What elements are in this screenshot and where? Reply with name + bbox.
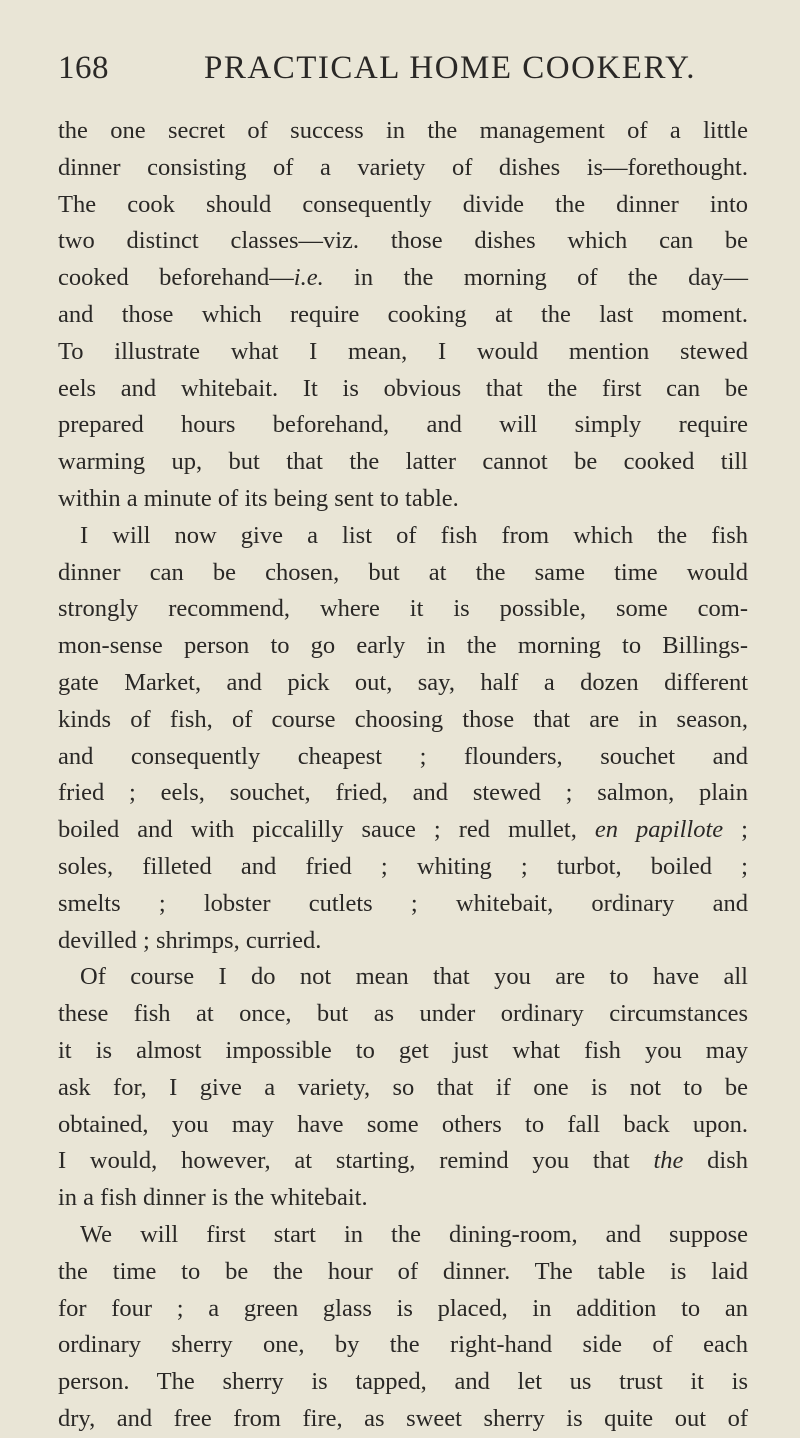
text-line: two distinct classes—viz. those dishes which can be [58,227,748,255]
text-line: cooked beforehand—i.e. in the morning of the day— [58,264,748,292]
page-number: 168 [58,50,109,86]
text-line: the time to be the hour of dinner. The table is laid [58,1257,748,1285]
text-line: and those which require cooking at the last moment. [58,300,748,328]
text-line: gate Market, and pick out, say, half a dozen different [58,668,748,696]
text-line: dry, and free from fire, as sweet sherry is quite out of [58,1404,748,1432]
text-line: in a fish dinner is the whitebait. [58,1184,368,1212]
body-text [58,113,748,1438]
text-line: for four ; a green glass is placed, in addition to an [58,1294,748,1322]
running-head [58,50,748,94]
text-line: and consequently cheapest ; flounders, souchet and [58,742,748,770]
text-line: We will first start in the dining-room, and suppose [80,1220,748,1248]
text-line: it is almost impossible to get just what fish you may [58,1036,748,1064]
text-line: ask for, I give a variety, so that if one is not to be [58,1073,748,1101]
text-line: smelts ; lobster cutlets ; whitebait, ordinary and [58,889,748,917]
text-line: ordinary sherry one, by the right-hand side of each [58,1331,748,1359]
text-line: warming up, but that the latter cannot be cooked till [58,448,748,476]
text-line: Of course I do not mean that you are to have all [80,963,748,991]
text-line: devilled ; shrimps, curried. [58,926,322,954]
text-line: eels and whitebait. It is obvious that the first can be [58,374,748,402]
text-line: soles, filleted and fried ; whiting ; turbot, boiled ; [58,852,748,880]
text-line: dinner can be chosen, but at the same time would [58,558,748,586]
text-line: kinds of fish, of course choosing those that are in season, [58,705,748,733]
text-line: The cook should consequently divide the dinner into [58,190,748,218]
text-line: dinner consisting of a variety of dishes is—forethought. [58,153,748,181]
text-line: within a minute of its being sent to table. [58,484,459,512]
text-line: person. The sherry is tapped, and let us trust it is [58,1368,748,1396]
text-line: I will now give a list of fish from which the fish [80,521,748,549]
text-line: mon-sense person to go early in the morning to Billings- [58,632,748,660]
text-line: strongly recommend, where it is possible, some com- [58,595,748,623]
text-line: boiled and with piccalilly sauce ; red mullet, en papillote ; [58,816,748,844]
text-line: prepared hours beforehand, and will simply require [58,411,748,439]
running-title: PRACTICAL HOME COOKERY. [204,50,696,86]
text-line: fried ; eels, souchet, fried, and stewed ; salmon, plain [58,779,748,807]
text-line: the one secret of success in the management of a little [58,117,748,144]
text-line: obtained, you may have some others to fall back upon. [58,1110,748,1138]
text-line: To illustrate what I mean, I would mention stewed [58,337,748,365]
text-line: these fish at once, but as under ordinary circumstances [58,1000,748,1028]
text-line: I would, however, at starting, remind you that the dish [58,1147,748,1175]
